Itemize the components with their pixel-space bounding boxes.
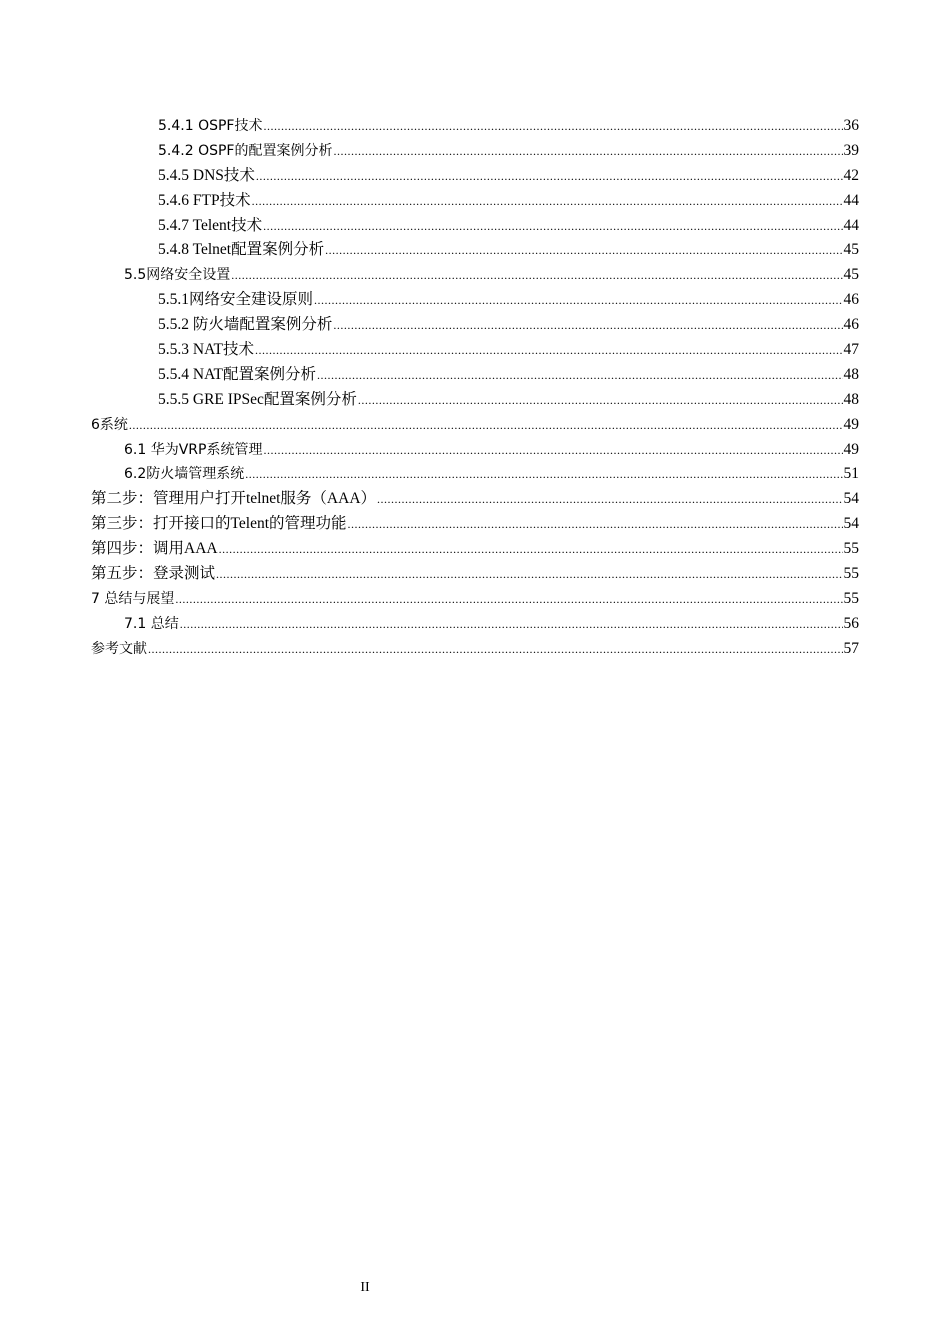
- toc-entry-page-number: 54: [843, 490, 859, 508]
- toc-entry-title: 第四步：调用AAA: [91, 540, 218, 558]
- toc-entry-title: 7 总结与展望: [91, 590, 175, 607]
- toc-entry-page-number: 46: [843, 316, 859, 334]
- toc-entry[interactable]: [91, 487, 859, 512]
- toc-entry-page-number: 55: [843, 565, 859, 583]
- toc-leader-dots: [256, 164, 843, 189]
- toc-entry-title: 第二步：管理用户打开telnet服务（AAA）: [91, 490, 377, 508]
- toc-leader-dots: [129, 413, 843, 438]
- toc-leader-dots: [245, 462, 842, 487]
- toc-leader-dots: [175, 587, 842, 612]
- toc-entry[interactable]: [91, 164, 859, 189]
- toc-entry-title: 5.4.7 Telent技术: [158, 216, 263, 234]
- toc-leader-dots: [358, 388, 843, 413]
- toc-entry-page-number: 49: [843, 440, 859, 458]
- toc-entry-page-number: 48: [843, 390, 859, 408]
- toc-entry-page-number: 39: [843, 141, 859, 159]
- toc-leader-dots: [348, 512, 843, 537]
- toc-entry-title: 第三步：打开接口的Telent的管理功能: [91, 515, 347, 533]
- toc-entry-page-number: 54: [843, 515, 859, 533]
- toc-entry[interactable]: [91, 512, 859, 537]
- toc-leader-dots: [231, 263, 842, 288]
- toc-leader-dots: [317, 363, 842, 388]
- toc-leader-dots: [314, 288, 842, 313]
- toc-leader-dots: [377, 487, 842, 512]
- toc-entry-title: 5.5.3 NAT技术: [158, 341, 255, 359]
- toc-entry-title: 5.5.5 GRE IPSec配置案例分析: [158, 390, 357, 408]
- toc-entry-title: 5.4.8 Telnet配置案例分析: [158, 241, 325, 259]
- toc-entry-title: 6.2防火墙管理系统: [124, 466, 245, 483]
- toc-entry-page-number: 47: [843, 341, 859, 359]
- toc-entry[interactable]: [91, 189, 859, 214]
- toc-entry-page-number: 48: [843, 365, 859, 383]
- toc-entry[interactable]: [91, 313, 859, 338]
- toc-leader-dots: [263, 114, 842, 139]
- toc-entry-title: 5.4.2 OSPF的配置案例分析: [158, 142, 333, 159]
- toc-entry-title: 5.5网络安全设置: [124, 267, 231, 284]
- toc-leader-dots: [252, 189, 843, 214]
- toc-entry[interactable]: [91, 263, 859, 288]
- toc-entry-page-number: 55: [843, 589, 859, 607]
- toc-entry[interactable]: [91, 363, 859, 388]
- toc-entry-title: 5.5.4 NAT配置案例分析: [158, 365, 317, 383]
- toc-leader-dots: [148, 637, 843, 662]
- toc-leader-dots: [333, 313, 842, 338]
- toc-entry-page-number: 45: [843, 266, 859, 284]
- toc-entry-page-number: 49: [843, 415, 859, 433]
- toc-entry-page-number: 44: [843, 216, 859, 234]
- toc-leader-dots: [263, 214, 842, 239]
- toc-entry-page-number: 44: [843, 191, 859, 209]
- toc-entry-title: 5.5.2 防火墙配置案例分析: [158, 316, 333, 334]
- toc-entry-title: 参考文献: [91, 640, 147, 657]
- toc-entry-title: 5.5.1网络安全建设原则: [158, 291, 314, 309]
- toc-entry-page-number: 42: [843, 166, 859, 184]
- toc-entry-page-number: 55: [843, 540, 859, 558]
- toc-leader-dots: [219, 537, 843, 562]
- toc-entry-title: 6.1 华为VRP系统管理: [124, 441, 263, 458]
- toc-entry[interactable]: [91, 288, 859, 313]
- toc-entry-page-number: 56: [843, 614, 859, 632]
- toc-entry[interactable]: [91, 438, 859, 463]
- toc-leader-dots: [263, 438, 842, 463]
- toc-entry[interactable]: [91, 462, 859, 487]
- toc-entry-page-number: 36: [843, 117, 859, 134]
- toc-entry[interactable]: [91, 413, 859, 438]
- toc-entry-title: 6系统: [91, 416, 128, 433]
- toc-entry-title: 5.4.6 FTP技术: [158, 191, 251, 209]
- toc-entry[interactable]: [91, 388, 859, 413]
- toc-leader-dots: [180, 612, 843, 637]
- toc-leader-dots: [333, 139, 842, 164]
- table-of-contents: [91, 114, 859, 662]
- toc-entry-title: 5.4.5 DNS技术: [158, 166, 255, 184]
- toc-leader-dots: [216, 562, 842, 587]
- toc-leader-dots: [325, 238, 842, 263]
- toc-entry[interactable]: [91, 612, 859, 637]
- toc-entry-page-number: 51: [843, 465, 859, 483]
- toc-entry-page-number: 46: [843, 291, 859, 309]
- toc-entry-page-number: 57: [843, 639, 859, 657]
- page-number: II: [360, 1280, 370, 1295]
- toc-entry-title: 5.4.1 OSPF技术: [158, 118, 263, 134]
- toc-entry-title: 7.1 总结: [124, 615, 179, 632]
- toc-entry[interactable]: [91, 238, 859, 263]
- toc-entry[interactable]: [91, 537, 859, 562]
- toc-entry[interactable]: [91, 214, 859, 239]
- toc-entry[interactable]: [91, 139, 859, 164]
- toc-entry[interactable]: [91, 637, 859, 662]
- toc-entry[interactable]: [91, 562, 859, 587]
- toc-entry[interactable]: [91, 114, 859, 139]
- toc-entry[interactable]: [91, 338, 859, 363]
- toc-entry[interactable]: [91, 587, 859, 612]
- toc-entry-page-number: 45: [843, 241, 859, 259]
- toc-leader-dots: [255, 338, 842, 363]
- toc-entry-title: 第五步：登录测试: [91, 565, 216, 583]
